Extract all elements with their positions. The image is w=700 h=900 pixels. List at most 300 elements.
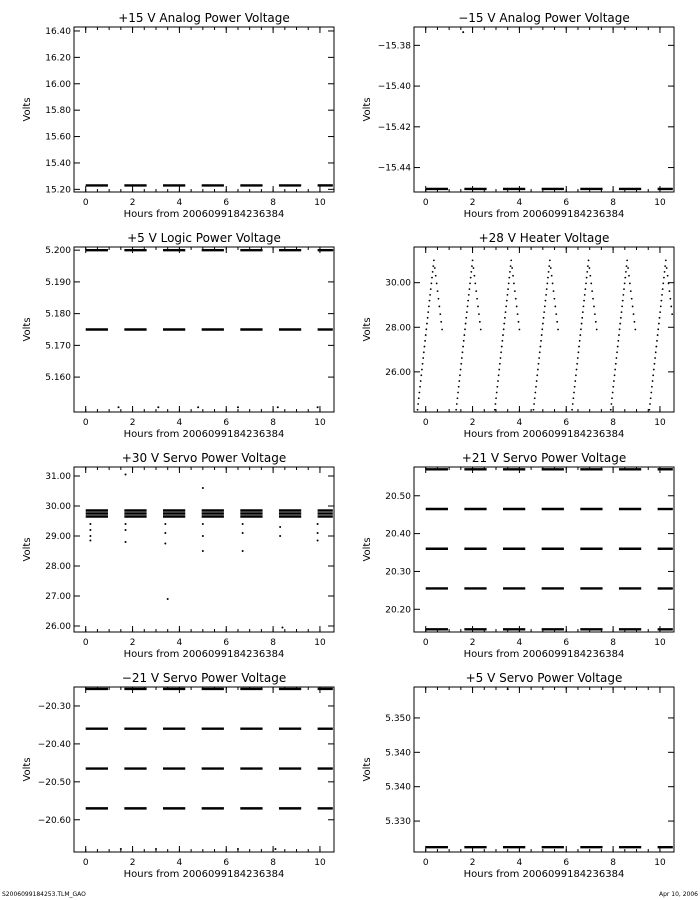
x-tick-label: 8 xyxy=(270,858,276,868)
chart-title: +5 V Logic Power Voltage xyxy=(127,231,281,245)
data-point xyxy=(670,306,672,308)
data-point xyxy=(469,288,471,290)
y-axis-label: Volts xyxy=(22,757,33,782)
data-point xyxy=(505,305,507,307)
y-tick-label: 26.00 xyxy=(45,622,71,632)
data-point xyxy=(202,550,204,552)
data-point xyxy=(458,386,460,388)
data-point xyxy=(611,397,613,399)
data-point xyxy=(515,298,517,300)
data-point xyxy=(422,357,424,359)
data-point xyxy=(508,282,510,284)
x-tick-label: 6 xyxy=(563,418,570,428)
data-point xyxy=(572,403,574,405)
data-point xyxy=(542,323,544,325)
data-point xyxy=(581,323,583,325)
data-point xyxy=(610,403,612,405)
x-tick-label: 8 xyxy=(610,858,616,868)
plot-frame xyxy=(414,27,674,192)
data-point xyxy=(425,334,427,336)
data-point xyxy=(669,298,671,300)
x-tick-label: 4 xyxy=(516,418,523,428)
y-tick-label: 15.20 xyxy=(45,185,71,196)
data-point xyxy=(516,306,518,308)
x-tick-label: 10 xyxy=(314,418,326,428)
data-point xyxy=(631,298,633,300)
data-point xyxy=(463,340,465,342)
data-point xyxy=(585,282,587,284)
x-tick-label: 0 xyxy=(422,198,429,208)
data-point xyxy=(545,294,547,296)
y-tick-label: 15.40 xyxy=(45,158,71,169)
data-point xyxy=(422,363,424,365)
data-point xyxy=(125,474,127,476)
data-point xyxy=(513,283,515,285)
data-point xyxy=(317,406,319,408)
x-tick-label: 2 xyxy=(129,198,136,208)
data-point xyxy=(616,357,618,359)
data-point xyxy=(425,328,427,330)
x-tick-label: 4 xyxy=(176,198,183,208)
data-point xyxy=(494,409,496,411)
data-point xyxy=(539,346,541,348)
y-tick-label: 5.180 xyxy=(45,309,71,320)
data-point xyxy=(120,848,122,850)
data-point xyxy=(472,259,474,261)
data-point xyxy=(576,369,578,371)
data-point xyxy=(498,369,500,371)
data-point xyxy=(419,386,421,388)
data-point xyxy=(420,374,422,376)
chart-title: +30 V Servo Power Voltage xyxy=(121,451,287,465)
data-point xyxy=(622,300,624,302)
data-point xyxy=(432,271,434,273)
data-point xyxy=(615,363,617,365)
x-tick-label: 8 xyxy=(270,198,276,208)
data-point xyxy=(89,529,91,531)
data-point xyxy=(671,313,673,315)
data-point xyxy=(537,369,539,371)
data-point xyxy=(317,523,319,525)
data-point xyxy=(118,406,120,408)
data-point xyxy=(475,290,477,292)
data-point xyxy=(507,688,509,690)
data-point xyxy=(649,403,651,405)
chart-panel-1 xyxy=(22,11,334,220)
data-point xyxy=(433,259,435,261)
x-tick-label: 8 xyxy=(610,198,616,208)
data-point xyxy=(465,317,467,319)
data-point xyxy=(470,271,472,273)
data-point xyxy=(621,311,623,313)
footer-date: Apr 10, 2006 xyxy=(658,891,698,898)
plot-frame xyxy=(74,27,334,192)
x-axis-label: Hours from 2006099184236384 xyxy=(123,869,285,880)
data-point xyxy=(657,328,659,330)
plot-frame xyxy=(414,687,674,852)
data-point xyxy=(430,282,432,284)
data-point xyxy=(424,340,426,342)
y-tick-label: 5.340 xyxy=(385,782,411,793)
data-point xyxy=(587,265,589,267)
data-point xyxy=(617,346,619,348)
data-point xyxy=(579,340,581,342)
x-tick-label: 0 xyxy=(422,638,429,648)
data-point xyxy=(279,535,281,537)
data-point xyxy=(556,321,558,323)
data-point xyxy=(624,277,626,279)
data-point xyxy=(584,294,586,296)
data-point xyxy=(617,340,619,342)
x-tick-label: 4 xyxy=(176,638,183,648)
data-point xyxy=(655,351,657,353)
data-point xyxy=(437,290,439,292)
data-point xyxy=(583,305,585,307)
x-axis-label: Hours from 2006099184236384 xyxy=(463,649,625,660)
data-point xyxy=(125,541,127,543)
data-point xyxy=(574,386,576,388)
x-tick-label: 0 xyxy=(82,418,89,428)
data-point xyxy=(462,346,464,348)
data-point xyxy=(612,392,614,394)
data-point xyxy=(652,374,654,376)
data-point xyxy=(571,409,573,411)
data-point xyxy=(164,543,166,545)
data-point xyxy=(164,532,166,534)
data-point xyxy=(473,275,475,277)
data-point xyxy=(89,535,91,537)
chart-title: +21 V Servo Power Voltage xyxy=(461,451,627,465)
data-point xyxy=(654,357,656,359)
data-point xyxy=(496,386,498,388)
data-point xyxy=(430,288,432,290)
data-point xyxy=(519,329,521,331)
data-point xyxy=(618,334,620,336)
data-point xyxy=(466,311,468,313)
y-axis-label: Volts xyxy=(362,757,373,782)
data-point xyxy=(552,283,554,285)
data-point xyxy=(427,311,429,313)
data-point xyxy=(434,267,436,269)
data-point xyxy=(659,317,661,319)
chart-title: +28 V Heater Voltage xyxy=(478,231,610,245)
data-point xyxy=(467,305,469,307)
y-tick-label: 16.00 xyxy=(45,79,71,90)
data-point xyxy=(495,397,497,399)
data-point xyxy=(573,392,575,394)
data-point xyxy=(553,290,555,292)
data-point xyxy=(619,323,621,325)
data-point xyxy=(579,334,581,336)
x-tick-label: 4 xyxy=(176,858,183,868)
data-point xyxy=(473,267,475,269)
chart-title: +5 V Servo Power Voltage xyxy=(465,671,623,685)
data-point xyxy=(554,306,556,308)
data-point xyxy=(242,532,244,534)
y-tick-label: 15.60 xyxy=(45,132,71,143)
data-point xyxy=(500,357,502,359)
data-point xyxy=(580,328,582,330)
data-point xyxy=(629,283,631,285)
data-point xyxy=(650,397,652,399)
data-point xyxy=(612,386,614,388)
data-point xyxy=(496,392,498,394)
data-point xyxy=(535,386,537,388)
data-point xyxy=(633,313,635,315)
data-point xyxy=(469,282,471,284)
data-point xyxy=(438,298,440,300)
data-point xyxy=(591,290,593,292)
data-point xyxy=(546,282,548,284)
data-point xyxy=(455,409,457,411)
data-point xyxy=(155,848,157,850)
data-point xyxy=(593,306,595,308)
data-point xyxy=(317,532,319,534)
y-tick-label: 20.50 xyxy=(385,491,411,502)
y-tick-label: −20.60 xyxy=(37,815,71,826)
data-point xyxy=(470,277,472,279)
data-point xyxy=(417,403,419,405)
data-point xyxy=(440,321,442,323)
data-point xyxy=(586,271,588,273)
data-point xyxy=(420,380,422,382)
data-point xyxy=(476,298,478,300)
data-point xyxy=(509,271,511,273)
y-tick-label: −15.38 xyxy=(377,41,411,52)
y-tick-label: 26.00 xyxy=(385,367,411,378)
data-point xyxy=(622,294,624,296)
data-point xyxy=(625,271,627,273)
data-point xyxy=(426,323,428,325)
data-point xyxy=(197,406,199,408)
data-point xyxy=(499,363,501,365)
data-point xyxy=(506,300,508,302)
data-point xyxy=(461,357,463,359)
data-point xyxy=(546,288,548,290)
plot-frame xyxy=(74,467,334,632)
x-tick-label: 4 xyxy=(176,418,183,428)
y-axis-label: Volts xyxy=(362,97,373,122)
data-point xyxy=(590,283,592,285)
y-tick-label: −20.30 xyxy=(37,701,71,712)
data-point xyxy=(592,298,594,300)
data-point xyxy=(662,288,664,290)
x-tick-label: 6 xyxy=(223,638,230,648)
data-point xyxy=(497,380,499,382)
data-point xyxy=(242,550,244,552)
data-point xyxy=(614,374,616,376)
data-point xyxy=(656,340,658,342)
data-point xyxy=(589,275,591,277)
data-point xyxy=(468,294,470,296)
data-point xyxy=(432,265,434,267)
data-point xyxy=(551,275,553,277)
data-point xyxy=(507,294,509,296)
data-point xyxy=(157,406,159,408)
data-point xyxy=(549,259,551,261)
data-point xyxy=(457,392,459,394)
data-point xyxy=(421,369,423,371)
data-point xyxy=(547,277,549,279)
y-tick-label: 20.20 xyxy=(385,605,411,616)
chart-panel-4 xyxy=(362,231,674,440)
data-point xyxy=(624,282,626,284)
data-point xyxy=(460,363,462,365)
data-point xyxy=(465,323,467,325)
x-axis-label: Hours from 2006099184236384 xyxy=(463,209,625,220)
chart-title: −15 V Analog Power Voltage xyxy=(458,11,630,25)
data-point xyxy=(418,397,420,399)
data-marks xyxy=(86,689,333,850)
x-tick-label: 8 xyxy=(270,418,276,428)
x-axis-label: Hours from 2006099184236384 xyxy=(463,429,625,440)
y-tick-label: −15.40 xyxy=(377,82,411,93)
chart-panel-8 xyxy=(362,671,674,880)
data-point xyxy=(541,334,543,336)
data-point xyxy=(657,334,659,336)
data-point xyxy=(543,317,545,319)
x-tick-label: 6 xyxy=(563,198,570,208)
x-tick-label: 8 xyxy=(610,638,616,648)
y-tick-label: 31.00 xyxy=(45,472,71,482)
chart-title: −21 V Servo Power Voltage xyxy=(121,671,287,685)
data-point xyxy=(512,275,514,277)
data-point xyxy=(202,487,204,489)
x-tick-label: 6 xyxy=(223,198,230,208)
data-point xyxy=(462,351,464,353)
data-marks xyxy=(426,469,673,629)
data-point xyxy=(423,351,425,353)
data-point xyxy=(654,363,656,365)
x-tick-label: 2 xyxy=(469,418,476,428)
data-point xyxy=(317,540,319,542)
data-point xyxy=(508,277,510,279)
data-point xyxy=(505,311,507,313)
x-tick-label: 8 xyxy=(270,638,276,648)
data-point xyxy=(518,321,520,323)
data-point xyxy=(277,406,279,408)
x-tick-label: 2 xyxy=(129,418,136,428)
data-point xyxy=(541,328,543,330)
x-tick-label: 0 xyxy=(82,858,89,868)
y-tick-label: 5.170 xyxy=(45,341,71,352)
data-point xyxy=(237,406,239,408)
x-tick-label: 2 xyxy=(469,638,476,648)
data-point xyxy=(503,323,505,325)
data-point xyxy=(202,535,204,537)
y-tick-label: 5.340 xyxy=(385,748,411,759)
data-point xyxy=(545,300,547,302)
data-point xyxy=(538,357,540,359)
data-point xyxy=(511,267,513,269)
data-point xyxy=(628,275,630,277)
data-point xyxy=(436,283,438,285)
data-point xyxy=(533,403,535,405)
data-point xyxy=(164,523,166,525)
data-point xyxy=(533,409,535,411)
data-point xyxy=(514,290,516,292)
chart-panel-2 xyxy=(362,11,674,220)
data-point xyxy=(428,305,430,307)
data-point xyxy=(457,397,459,399)
data-point xyxy=(419,392,421,394)
data-point xyxy=(507,288,509,290)
data-point xyxy=(237,848,239,850)
footer-filename: S2006099184253.TLM_GAO xyxy=(2,891,86,898)
data-point xyxy=(626,265,628,267)
data-point xyxy=(548,271,550,273)
chart-panel-5 xyxy=(22,451,334,660)
data-point xyxy=(632,306,634,308)
data-point xyxy=(279,526,281,528)
data-marks xyxy=(86,250,333,408)
data-point xyxy=(504,317,506,319)
y-tick-label: −20.50 xyxy=(37,777,71,788)
data-point xyxy=(630,290,632,292)
data-point xyxy=(536,374,538,376)
data-point xyxy=(667,275,669,277)
data-point xyxy=(534,397,536,399)
x-axis-label: Hours from 2006099184236384 xyxy=(463,869,625,880)
data-point xyxy=(538,363,540,365)
data-point xyxy=(621,305,623,307)
data-point xyxy=(474,283,476,285)
y-tick-label: 5.160 xyxy=(45,373,71,384)
chart-panel-6 xyxy=(362,451,674,660)
y-tick-label: 20.30 xyxy=(385,567,411,578)
data-point xyxy=(550,267,552,269)
data-point xyxy=(613,380,615,382)
x-axis-label: Hours from 2006099184236384 xyxy=(123,209,285,220)
data-point xyxy=(478,313,480,315)
y-axis-label: Volts xyxy=(362,537,373,562)
data-point xyxy=(274,848,276,850)
data-point xyxy=(429,300,431,302)
data-marks xyxy=(426,31,673,189)
data-point xyxy=(456,403,458,405)
y-tick-label: 29.00 xyxy=(45,532,71,542)
y-tick-label: 15.80 xyxy=(45,106,71,117)
data-point xyxy=(544,305,546,307)
data-point xyxy=(202,523,204,525)
data-marks xyxy=(426,688,673,847)
data-point xyxy=(652,380,654,382)
x-tick-label: 10 xyxy=(654,418,666,428)
x-tick-label: 0 xyxy=(82,198,89,208)
y-tick-label: 5.190 xyxy=(45,277,71,288)
data-point xyxy=(540,340,542,342)
y-tick-label: 16.40 xyxy=(45,26,71,37)
y-tick-label: 28.00 xyxy=(385,323,411,334)
data-point xyxy=(669,290,671,292)
x-tick-label: 2 xyxy=(469,198,476,208)
data-point xyxy=(534,392,536,394)
data-point xyxy=(479,321,481,323)
data-point xyxy=(536,380,538,382)
x-tick-label: 4 xyxy=(516,198,523,208)
data-point xyxy=(89,523,91,525)
y-tick-label: 16.20 xyxy=(45,53,71,64)
data-point xyxy=(471,265,473,267)
x-tick-label: 6 xyxy=(223,858,230,868)
x-tick-label: 0 xyxy=(82,638,89,648)
data-point xyxy=(649,409,651,411)
data-point xyxy=(431,277,433,279)
data-point xyxy=(498,374,500,376)
data-point xyxy=(557,329,559,331)
data-point xyxy=(510,265,512,267)
data-point xyxy=(589,267,591,269)
